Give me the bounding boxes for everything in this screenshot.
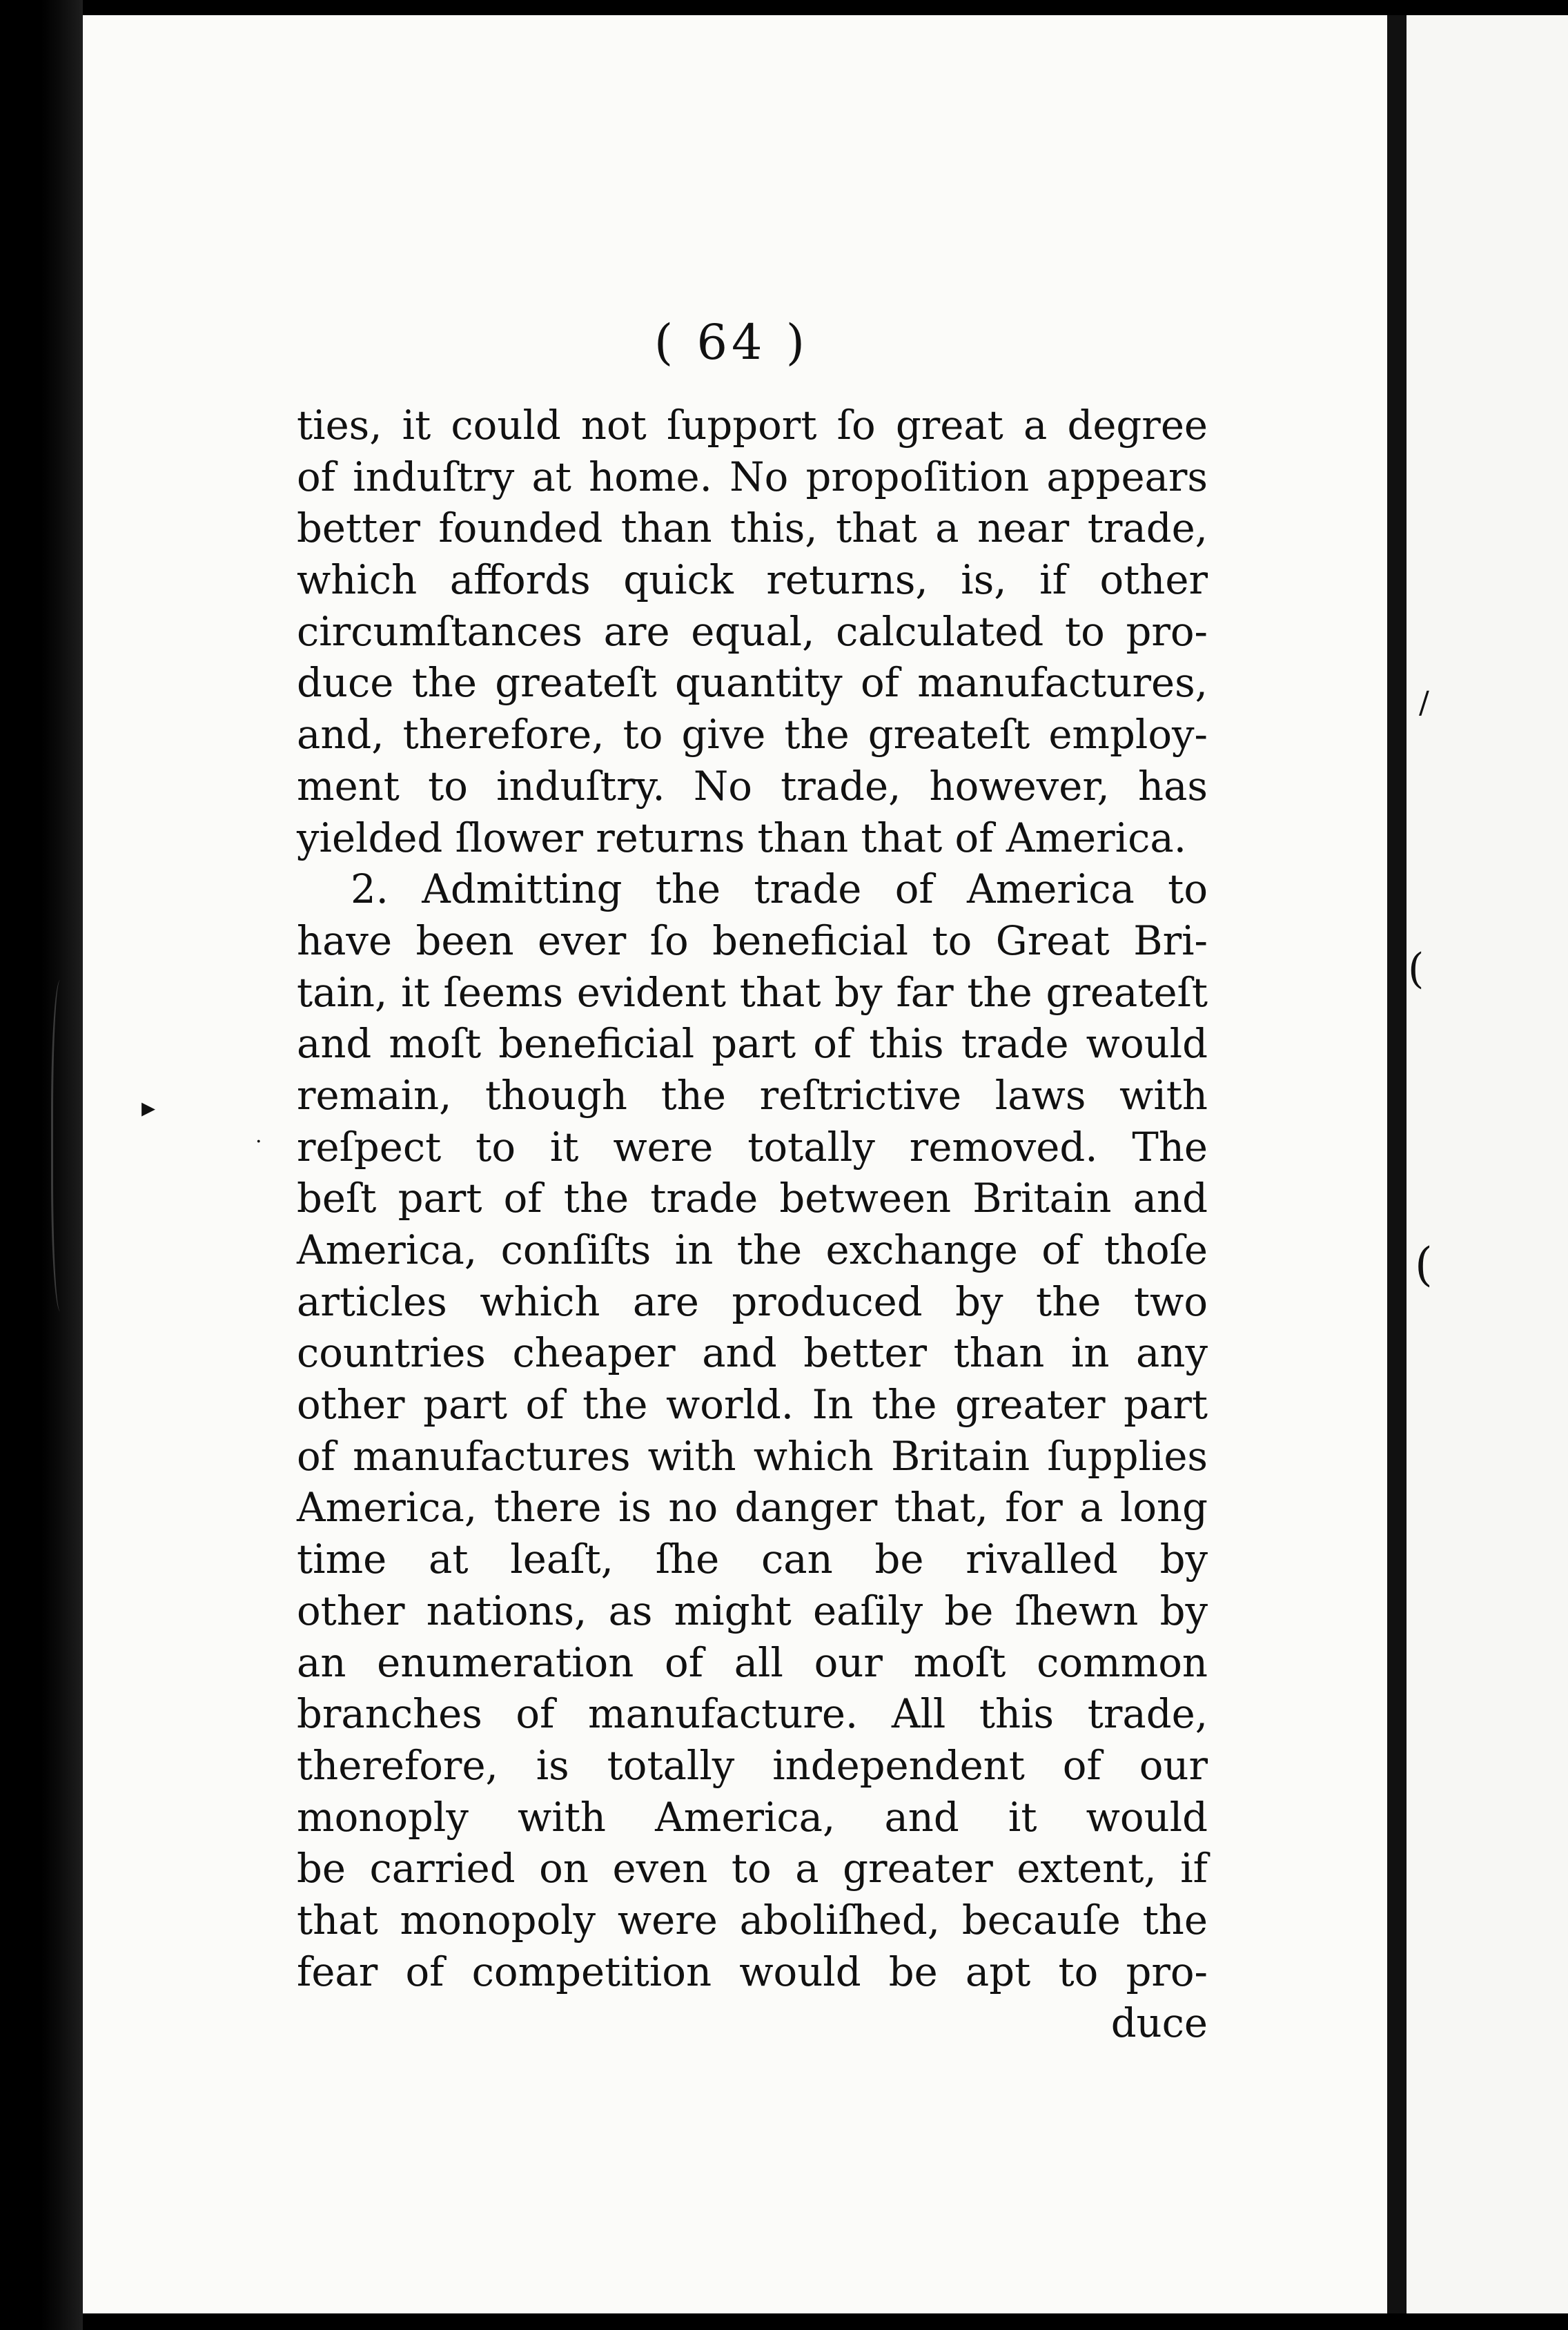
- text-line: be carried on even to a greater extent, if: [297, 1846, 1208, 1892]
- text-line: and, therefore, to give the greateſt employ-: [297, 712, 1208, 758]
- text-line: articles which are produced by the two: [297, 1278, 1208, 1325]
- text-line: America, conſiſts in the exchange of thoſe: [297, 1227, 1208, 1273]
- text-line: better founded than this, that a near trade,: [297, 505, 1208, 552]
- text-line: fear of competition would be apt to pro-: [297, 1948, 1208, 1995]
- catchword: duce: [1110, 2000, 1208, 2047]
- book-spine-edge: [41, 0, 83, 2330]
- text-line: of induſtry at home. No propoſition appears: [297, 453, 1208, 500]
- text-line: America, there is no danger that, for a long: [297, 1485, 1208, 1531]
- text-line: which affords quick returns, is, if other: [297, 557, 1208, 604]
- text-line: therefore, is totally independent of our: [297, 1742, 1208, 1789]
- page-fold-shadow: [51, 980, 74, 1311]
- text-line: remain, though the reſtrictive laws with: [297, 1072, 1208, 1119]
- text-line: an enumeration of all our moſt common: [297, 1639, 1208, 1686]
- text-line: monoply with America, and it would: [297, 1794, 1208, 1841]
- text-line: other nations, as might eaſily be ſhewn by: [297, 1587, 1208, 1634]
- bleed-through-mark: (: [1408, 945, 1424, 993]
- text-line: ment to induſtry. No trade, however, has: [297, 763, 1208, 810]
- text-line: that monopoly were aboliſhed, becauſe the: [297, 1897, 1208, 1944]
- right-page-edge: [1407, 15, 1568, 2313]
- text-line: time at leaſt, ſhe can be rivalled by: [297, 1536, 1208, 1583]
- text-line: tain, it ſeems evident that by far the greateſt: [297, 969, 1208, 1016]
- text-line: duce the greateſt quantity of manufactures,: [297, 660, 1208, 707]
- text-line: 2. Admitting the trade of America to: [351, 866, 1208, 913]
- body-text: [297, 400, 1208, 2050]
- text-line: and moſt beneficial part of this trade would: [297, 1021, 1208, 1068]
- text-line: circumſtances are equal, calculated to pro-: [297, 608, 1208, 655]
- text-line: ties, it could not ſupport ſo great a degree: [297, 402, 1208, 449]
- margin-speck: ·: [255, 1130, 262, 1154]
- bleed-through-mark: /: [1419, 685, 1429, 721]
- text-line: reſpect to it were totally removed. The: [297, 1124, 1208, 1171]
- page-number: ( 64 ): [654, 314, 810, 371]
- text-line: yielded ſlower returns than that of America.: [297, 814, 1186, 861]
- bleed-through-mark: (: [1415, 1238, 1433, 1291]
- text-line: of manufactures with which Britain ſupplies: [297, 1433, 1208, 1480]
- text-line: other part of the world. In the greater part: [297, 1382, 1208, 1429]
- text-line: beſt part of the trade between Britain and: [297, 1175, 1208, 1222]
- text-line: countries cheaper and better than in any: [297, 1330, 1208, 1377]
- text-line: branches of manufacture. All this trade,: [297, 1691, 1208, 1738]
- margin-speck: ▸: [141, 1092, 156, 1124]
- text-line: have been ever ſo beneficial to Great Bri-: [297, 917, 1208, 964]
- page-gutter: [1387, 15, 1407, 2313]
